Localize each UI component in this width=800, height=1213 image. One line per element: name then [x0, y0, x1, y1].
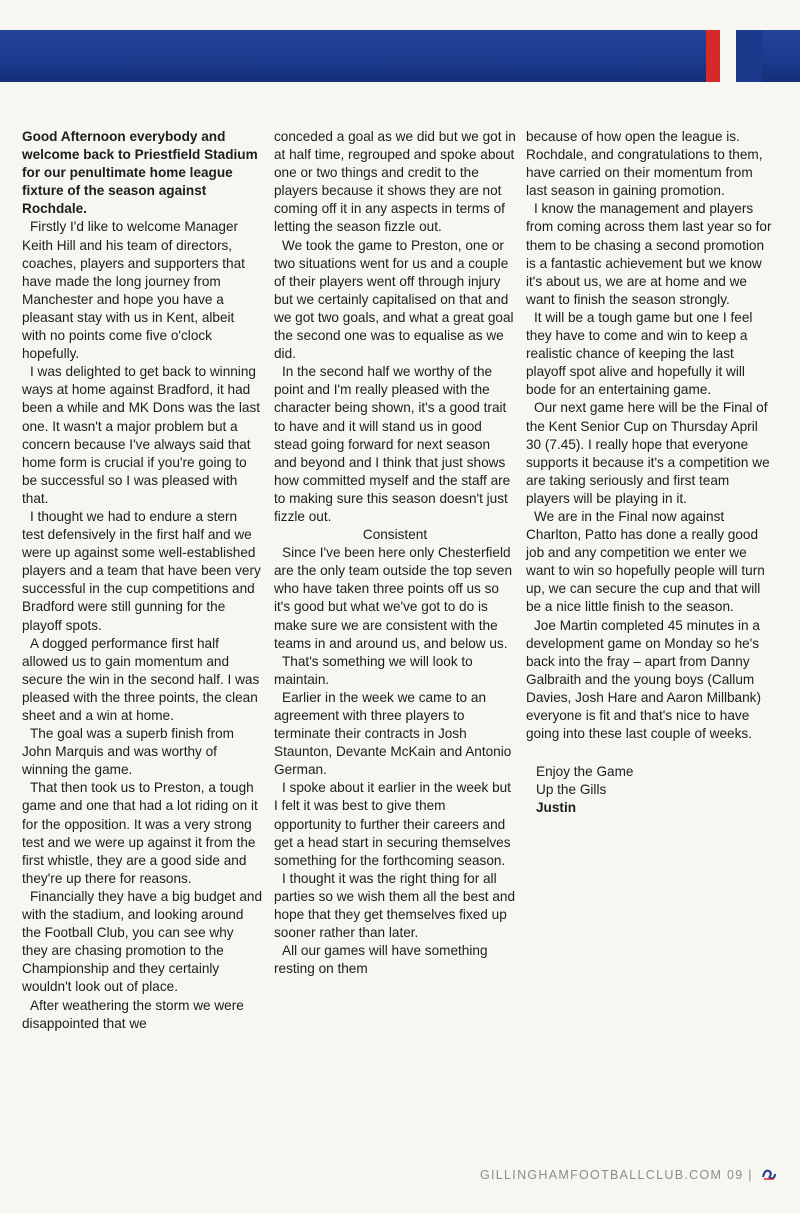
paragraph: I was delighted to get back to winning ways at home against Bradford, it had been a while and MK Dons was the last one. It wasn't a major problem but a concern because I've always said that home form is crucial if you're going to be successful so I was pleased with that.: [22, 364, 261, 506]
page-footer: GILLINGHAMFOOTBALLCLUB.COM 09 |: [480, 1167, 777, 1182]
banner-blue-tab: [736, 30, 762, 82]
header-banner: [0, 30, 800, 82]
signoff-line: Up the Gills: [536, 782, 607, 798]
paragraph: Joe Martin completed 45 minutes in a development game on Monday so he's back into the fray – apart from Danny Galbraith and the young boys (Callum Davies, Josh Hare and Aaron Millbank) everyone is fit and that's nice to have going into these last couple of weeks.: [526, 617, 761, 742]
paragraph: Financially they have a big budget and with the stadium, and looking around the Football Club, you can see why they are chasing promotion to the Championship and they certainly wouldn't look out of place.: [22, 888, 263, 995]
article-column-3: [526, 128, 772, 817]
paragraph: In the second half we worthy of the point and I'm really pleased with the character being shown, it's a good trait to have and it will stand us in good stead going forward for next season and beyond and I think that just shows how committed myself and the staff are to making sure this season doesn't just fizzle out.: [274, 364, 511, 524]
paragraph: After weathering the storm we were disappointed that we: [22, 997, 244, 1031]
paragraph: Our next game here will be the Final of the Kent Senior Cup on Thursday April 30 (7.45). I really hope that everyone supports it because it's a competition we are taking seriously and first team players will be playing in it.: [526, 400, 770, 506]
paragraph: We took the game to Preston, one or two situations went for us and a couple of their players went off through injury but we certainly capitalised on that and we got two goals, and what a great goal the second one was to equalise as we did.: [274, 237, 514, 362]
paragraph: We are in the Final now against Charlton, Patto has done a really good job and any competition we enter we want to win so hopefully people will turn up, we can secure the cup and that will be a nice little finish to the season.: [526, 508, 765, 615]
footer-page-number: 09: [726, 1168, 744, 1182]
paragraph: because of how open the league is. Rochdale, and congratulations to them, have carried on their momentum from last season in gaining promotion.: [526, 129, 763, 199]
paragraph: A dogged performance first half allowed us to gain momentum and secure the win in the second half. I was pleased with the three points, the clean sheet and a win at home.: [22, 635, 260, 723]
paragraph: I thought it was the right thing for all parties so we wish them all the best and hope that they get themselves fixed up sooner rather than later.: [274, 870, 516, 941]
signoff-line: Enjoy the Game: [536, 764, 634, 780]
footer-website: GILLINGHAMFOOTBALLCLUB.COM: [480, 1168, 723, 1182]
paragraph: That's something we will look to maintain.: [274, 653, 473, 687]
paragraph: It will be a tough game but one I feel they have to come and win to keep a realistic chance of keeping the last playoff spot alive and hopefully it will bode for an entertaining game.: [526, 309, 753, 398]
paragraph: All our games will have something resting on them: [274, 943, 488, 977]
paragraph: I thought we had to endure a stern test defensively in the first half and we were up against some well-established players and a team that have been very successful in the cup competitions and Bradford were still gunning for the playoff spots.: [22, 508, 261, 633]
paragraph: I spoke about it earlier in the week but I felt it was best to give them opportunity to further their careers and get a head start in securing themselves something for the forthcoming season.: [274, 780, 511, 868]
paragraph: conceded a goal as we did but we got in at half time, regrouped and spoke about one or two things and credit to the players because it shows they are not coming off it in any aspects in terms of letting the season fizzle out.: [274, 129, 516, 235]
author-name: Justin: [536, 800, 577, 816]
paragraph: Since I've been here only Chesterfield are the only team outside the top seven who have taken three points off us so it's good but what we've got to do is make sure we are consistent with the teams in and around us, and below us.: [274, 545, 513, 651]
section-subheading: Consistent: [362, 527, 428, 543]
article-column-2: [274, 128, 516, 978]
signoff: [526, 763, 772, 817]
paragraph: Firstly I'd like to welcome Manager Keith Hill and his team of directors, coaches, players and supporters that have made the long journey from Manchester and hope you have a pleasant stay with us in Kent, albeit with no points come five o'clock hopefully.: [22, 219, 245, 362]
banner-gap: [720, 30, 736, 82]
paragraph: Earlier in the week we came to an agreement with three players to terminate their contracts in Josh Staunton, Devante McKain and Antonio German.: [274, 689, 512, 778]
paragraph: I know the management and players from coming across them last year so for them to be chasing a second promotion is a fantastic achievement but we know it's about us, we are at home and we want to finish the season strongly.: [526, 201, 772, 307]
article-column-1: [22, 128, 262, 1033]
paragraph: The goal was a superb finish from John Marquis and was worthy of winning the game.: [22, 726, 235, 778]
paragraph: That then took us to Preston, a tough game and one that had a lot riding on it for the opposition. It was a very strong test and we were up against it from the first whistle, they are a good side and they're up there for reasons.: [22, 780, 258, 886]
banner-red-stripe: [706, 30, 720, 82]
club-logo-icon: [761, 1167, 777, 1181]
intro-paragraph: Good Afternoon everybody and welcome back to Priestfield Stadium for our penultimate home league fixture of the season against Rochdale.: [22, 129, 258, 217]
